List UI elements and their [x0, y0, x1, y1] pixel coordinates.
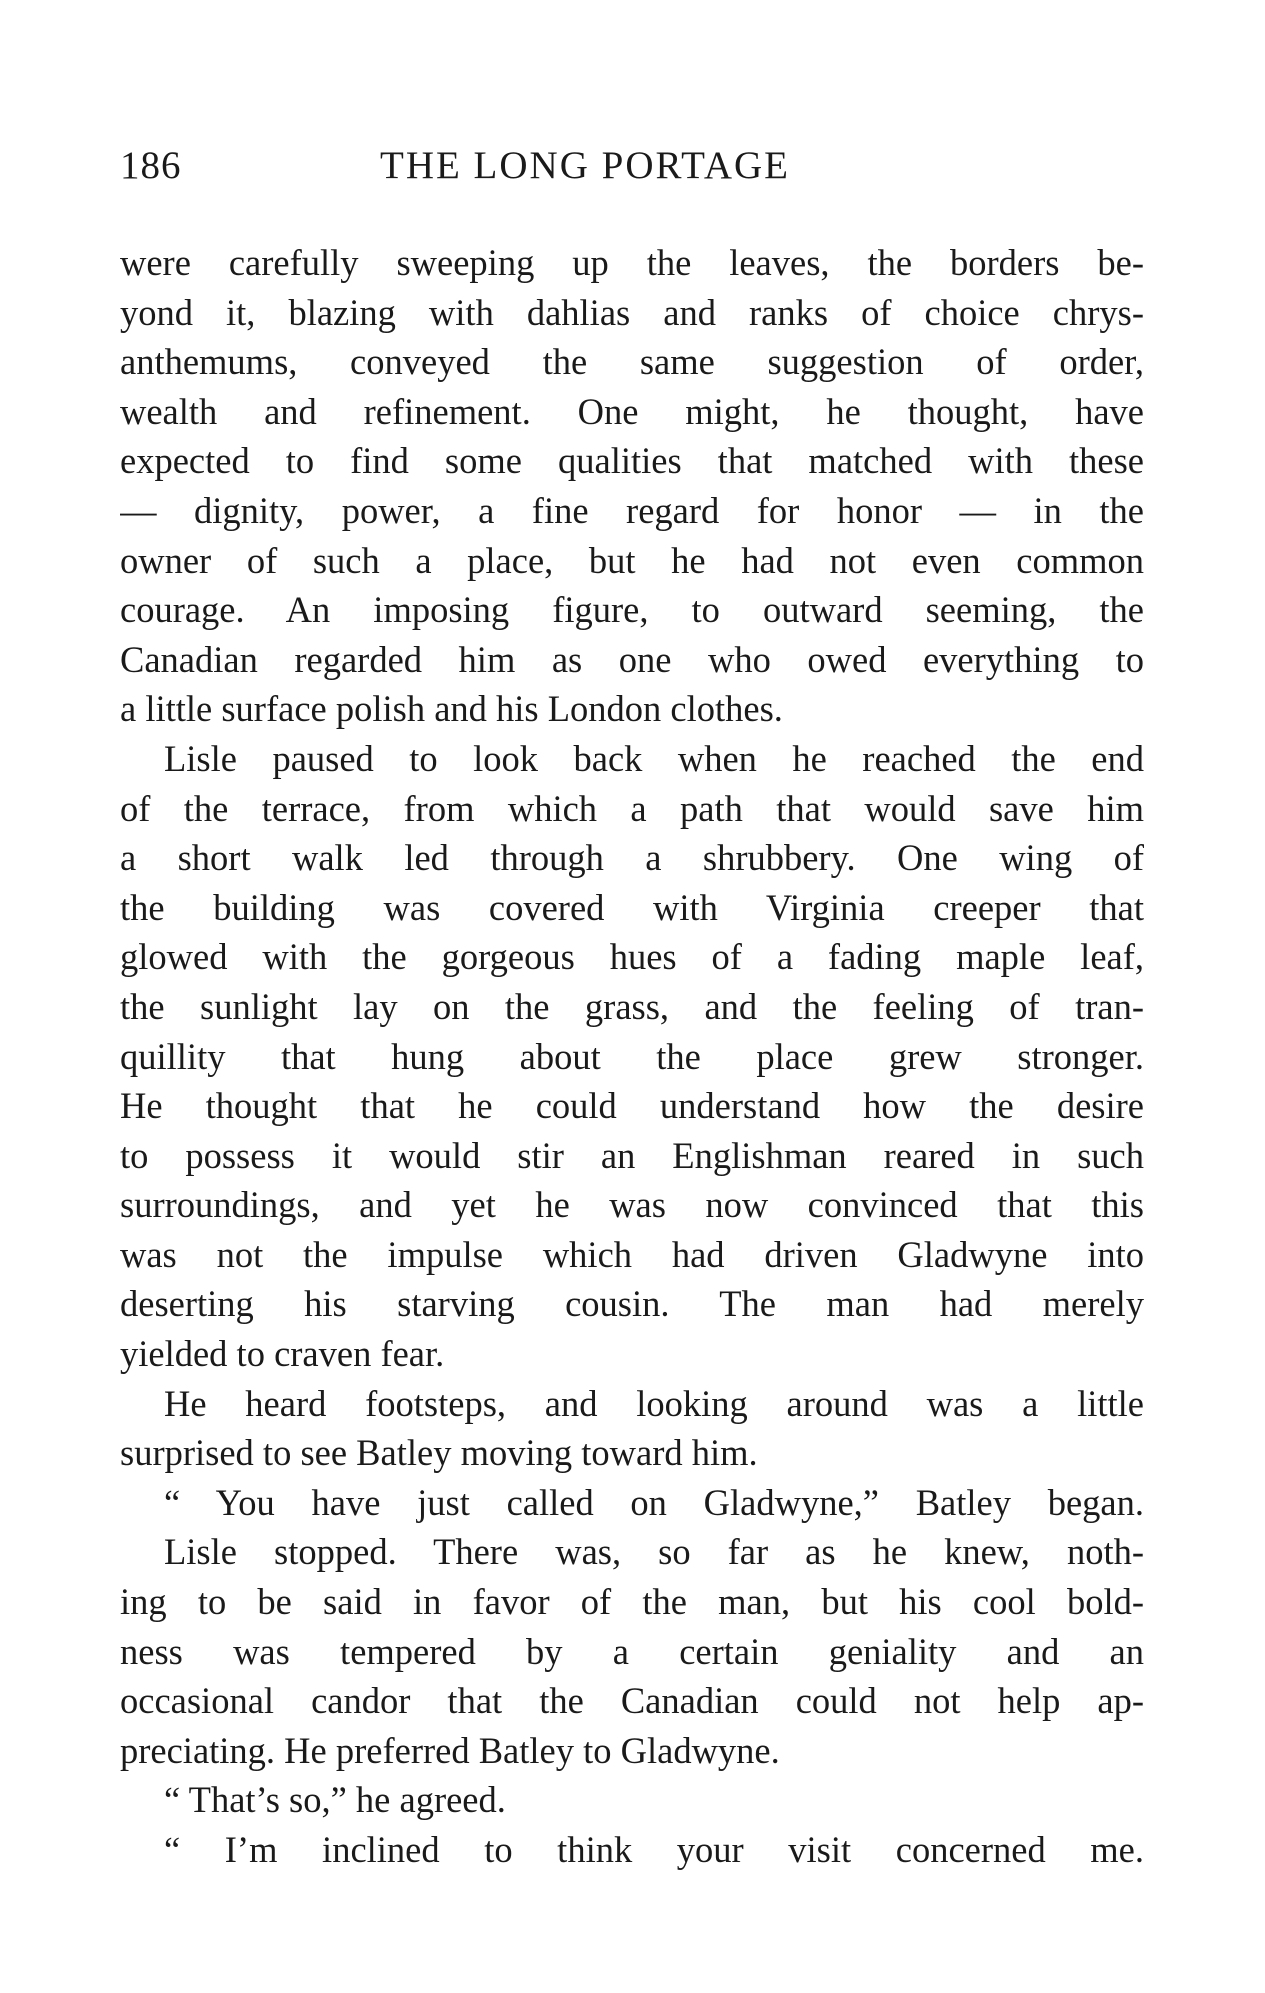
- text-line: Lisle stopped. There was, so far as he knew, noth-: [164, 1531, 1144, 1573]
- text-line: surroundings, and yet he was now convinced that this: [120, 1184, 1144, 1226]
- text-line: “ That’s so,” he agreed.: [164, 1779, 506, 1821]
- text-line: a short walk led through a shrubbery. One wing of: [120, 837, 1144, 879]
- text-line: a little surface polish and his London clothes.: [120, 688, 783, 730]
- text-line: “ I’m inclined to think your visit concerned me.: [164, 1829, 1144, 1870]
- text-line: owner of such a place, but he had not even common: [120, 539, 1144, 581]
- text-line: the sunlight lay on the grass, and the feeling of tran-: [120, 985, 1144, 1027]
- text-line: of the terrace, from which a path that would save him: [120, 787, 1144, 829]
- text-line: surprised to see Batley moving toward him.: [120, 1432, 758, 1474]
- page-number: 186: [120, 144, 182, 187]
- text-line: anthemums, conveyed the same suggestion of order,: [120, 341, 1144, 383]
- text-line: courage. An imposing figure, to outward seeming, the: [120, 589, 1144, 631]
- running-head: [120, 138, 1144, 194]
- text-line: yond it, blazing with dahlias and ranks of choice chrys-: [120, 291, 1144, 333]
- text-line: the building was covered with Virginia creeper that: [120, 886, 1144, 928]
- text-line: — dignity, power, a fine regard for honor — in the: [120, 489, 1144, 531]
- text-line: to possess it would stir an Englishman reared in such: [120, 1134, 1144, 1176]
- text-line: Canadian regarded him as one who owed everything to: [120, 638, 1144, 680]
- text-line: expected to find some qualities that matched with these: [120, 440, 1144, 482]
- text-line: were carefully sweeping up the leaves, the borders be-: [120, 242, 1144, 283]
- text-line: yielded to craven fear.: [120, 1333, 445, 1375]
- text-line: ing to be said in favor of the man, but his cool bold-: [120, 1581, 1144, 1623]
- text-line: wealth and refinement. One might, he thought, have: [120, 390, 1144, 432]
- text-line: glowed with the gorgeous hues of a fading maple leaf,: [120, 936, 1144, 978]
- text-line: quillity that hung about the place grew stronger.: [120, 1035, 1144, 1077]
- text-line: He thought that he could understand how the desire: [120, 1085, 1144, 1127]
- text-line: He heard footsteps, and looking around was a little: [164, 1382, 1144, 1424]
- body-text: [120, 238, 1144, 1875]
- text-line: Lisle paused to look back when he reached the end: [164, 737, 1144, 779]
- text-line: ness was tempered by a certain geniality and an: [120, 1630, 1144, 1672]
- text-line: occasional candor that the Canadian could not help ap-: [120, 1680, 1144, 1722]
- book-title: THE LONG PORTAGE: [380, 144, 791, 187]
- text-line: “ You have just called on Gladwyne,” Batley began.: [164, 1481, 1144, 1523]
- text-line: deserting his starving cousin. The man had merely: [120, 1283, 1144, 1325]
- text-line: was not the impulse which had driven Gladwyne into: [120, 1233, 1144, 1275]
- text-line: preciating. He preferred Batley to Gladwyne.: [120, 1729, 780, 1771]
